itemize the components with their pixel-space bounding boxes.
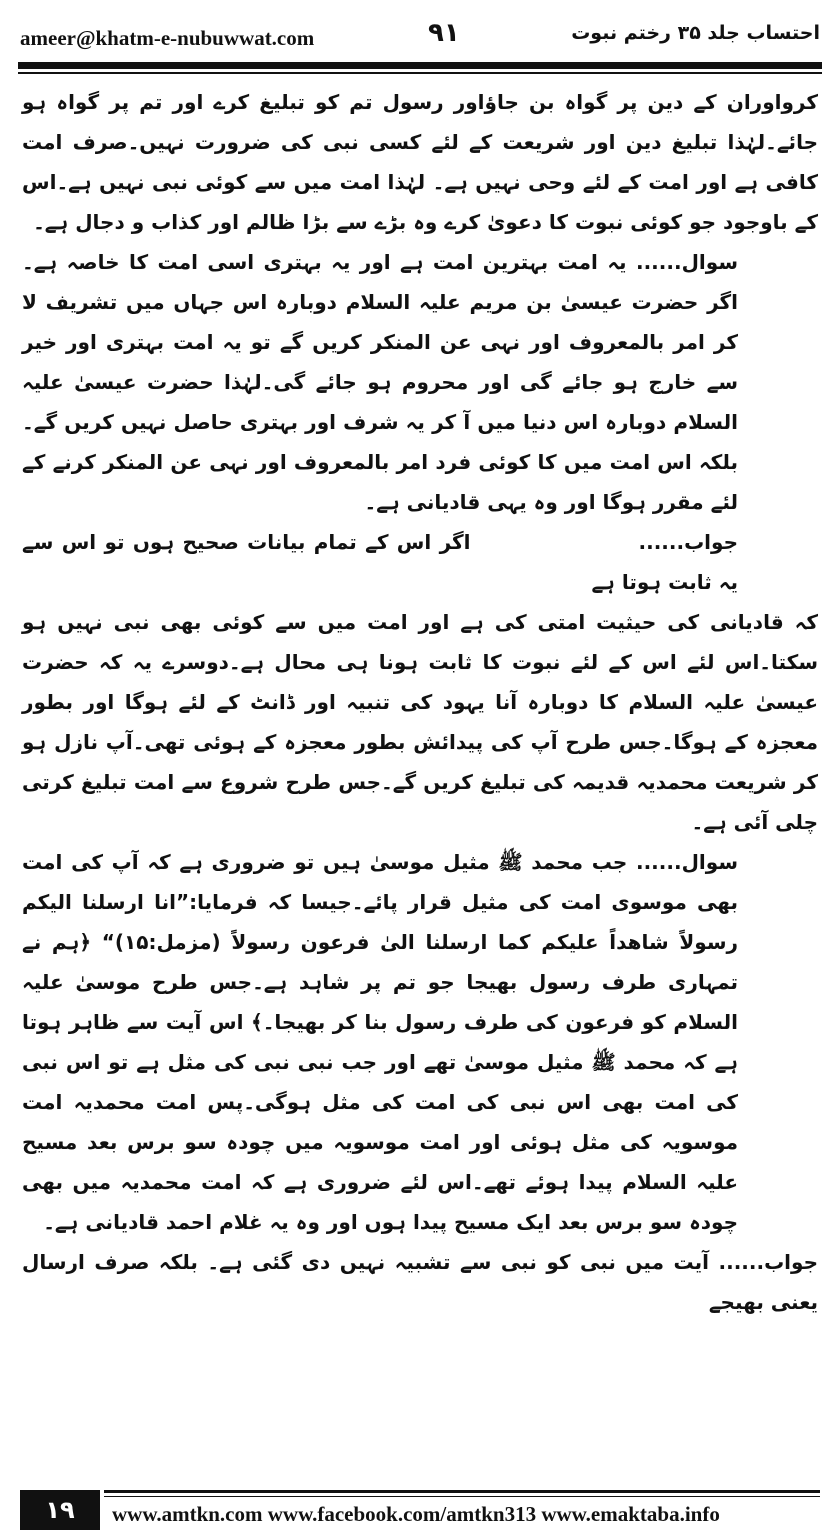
header-rule-thin: [18, 72, 822, 74]
answer-1-heading: [22, 522, 818, 602]
page-footer: [20, 1490, 820, 1530]
footer-urls: www.amtkn.com www.facebook.com/amtkn313 www.emaktaba.info: [112, 1502, 720, 1526]
page-header: [20, 16, 820, 56]
header-email: ameer@khatm-e-nubuwwat.com: [20, 26, 315, 50]
footer-rule-thin: [104, 1496, 820, 1497]
paragraph-answer-2: جواب...... آیت میں نبی کو نبی سے تشبیہ نہیں دی گئی ہے۔ بلکہ صرف ارسال یعنی بھیجے: [22, 1250, 818, 1314]
page-body: [22, 82, 818, 1322]
header-book-title: احتساب جلد ۳۵ رختم نبوت: [571, 22, 820, 44]
answer-label: جواب......: [638, 530, 738, 554]
paragraph-intro: کرواوران کے دین پر گواہ بن جاؤاور رسول تم کو تبلیغ کرے اور تم پر گواہ ہو جائے۔لہٰذا تبلیغ دین اور شریعت کے لئے کسی نبی کی ضرورت نہیں۔صرف امت کافی ہے اور امت کے لئے وحی نہیں ہے۔ لہٰذا امت میں سے کوئی نبی نہیں ہے۔اس کے باوجود جو کوئی نبوت کا دعویٰ کرے وہ بڑے سے بڑا ظالم اور کذاب و دجال ہے۔: [22, 90, 818, 234]
paragraph-question-1: سوال...... یہ امت بہترین امت ہے اور یہ بہتری اسی امت کا خاصہ ہے۔ اگر حضرت عیسیٰ بن مریم علیہ السلام دوبارہ اس جہاں میں تشریف لا کر امر بالمعروف اور نہی عن المنکر کریں گے تو یہ امت بہتری اور خیر سے خارج ہو جائے گی اور محروم ہو جائے گی۔لہٰذا حضرت عیسیٰ علیہ السلام دوبارہ اس دنیا میں آ کر یہ شرف اور بہتری حاصل نہیں کریں گے۔ بلکہ اس امت میں کا کوئی فرد امر بالمعروف اور نہی عن المنکر کرنے کے لئے مقرر ہوگا اور وہ یہی قادیانی ہے۔: [22, 250, 738, 514]
footer-page-number: ۱۹: [20, 1490, 100, 1530]
header-rule-thick: [18, 62, 822, 69]
footer-rule-thick: [104, 1490, 820, 1493]
paragraph-answer-1: کہ قادیانی کی حیثیت امتی کی ہے اور امت میں سے کوئی بھی نبی نہیں ہو سکتا۔اس لئے اس کے لئے نبوت کا ثابت ہونا ہی محال ہے۔دوسرے یہ کہ حضرت عیسیٰ علیہ السلام کا دوبارہ آنا یہود کی تنبیہ اور ڈانٹ کے لئے ہوگا اور بطور معجزہ کے ہوگا۔جس طرح آپ کی پیدائش بطور معجزہ کے ہوئی تھی۔آپ نازل ہو کر شریعت محمدیہ قدیمہ کی تبلیغ کریں گے۔جس طرح شروع سے امت تبلیغ کرتی چلی آئی ہے۔: [22, 610, 818, 834]
answer-1-lead: اگر اس کے تمام بیانات صحیح ہوں تو اس سے یہ ثابت ہوتا ہے: [22, 530, 738, 594]
header-page-number: ۹۱: [428, 18, 460, 48]
paragraph-question-2: سوال...... جب محمد ﷺ مثیل موسیٰ ہیں تو ضروری ہے کہ آپ کی امت بھی موسوی امت کی مثیل قرار پائے۔جیسا کہ فرمایا:”انا ارسلنا الیکم رسولاً شاھداً علیکم کما ارسلنا الیٰ فرعون رسولاً (مزمل:۱۵)“ ﴿ہم نے تمہاری طرف رسول بھیجا جو تم پر شاہد ہے۔جس طرح موسیٰ علیہ السلام کو فرعون کی طرف رسول بنا کر بھیجا۔﴾ اس آیت سے ظاہر ہوتا ہے کہ محمد ﷺ مثیل موسیٰ تھے اور جب نبی نبی کی مثل ہے تو اس نبی کی امت بھی اس نبی کی امت کی مثل ہوگی۔پس امت محمدیہ امت موسویہ کی مثل ہوئی اور امت موسویہ میں چودہ سو برس بعد مسیح علیہ السلام پیدا ہوئے تھے۔اس لئے ضروری ہے کہ امت محمدیہ میں بھی چودہ سو برس بعد ایک مسیح پیدا ہوں اور وہ یہ غلام احمد قادیانی ہے۔: [22, 850, 739, 1234]
